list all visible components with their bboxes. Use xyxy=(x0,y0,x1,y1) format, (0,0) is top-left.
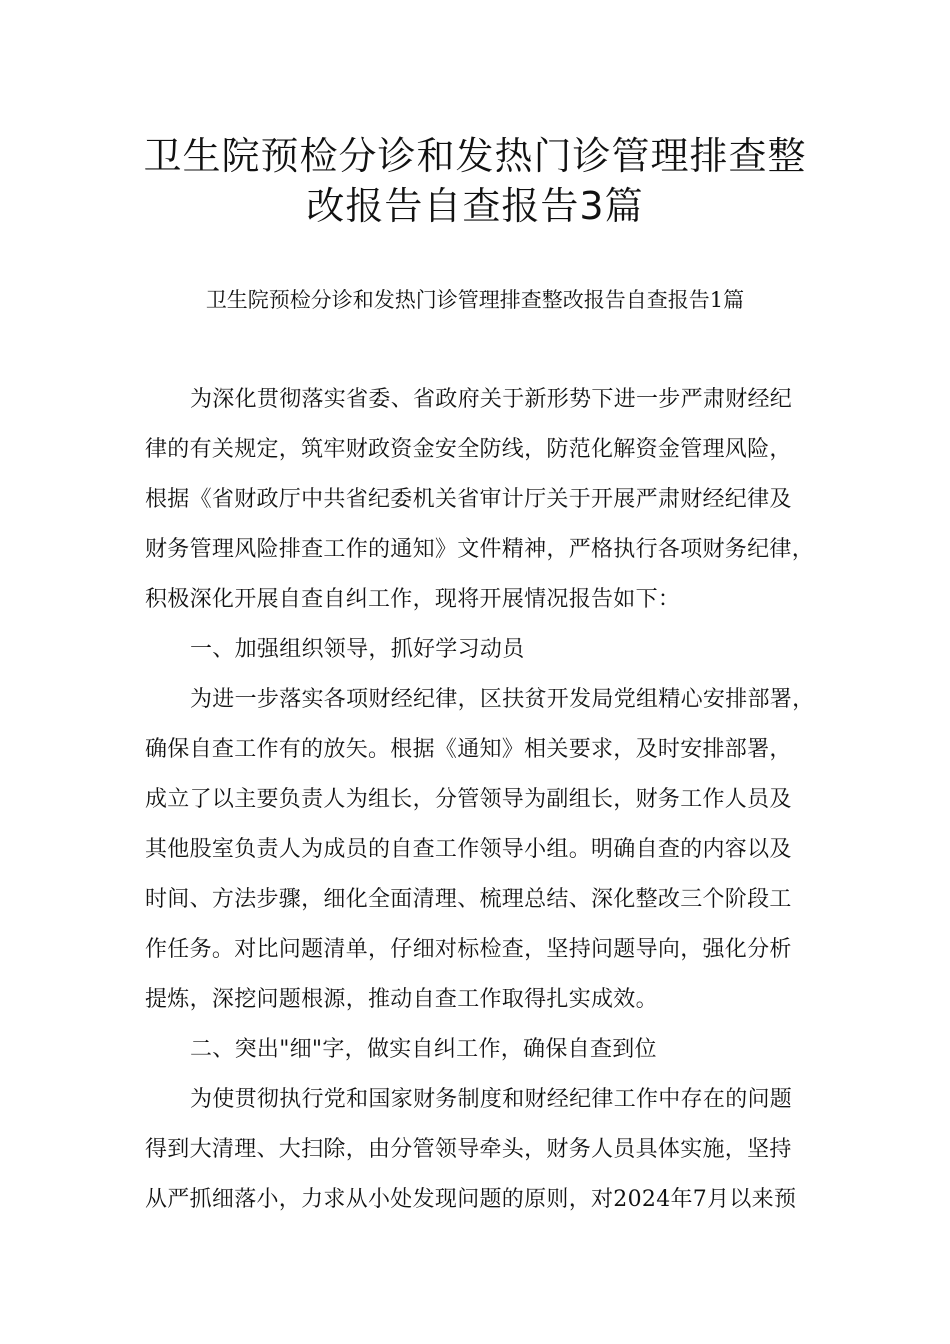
body-line: 为进一步落实各项财经纪律，区扶贫开发局党组精心安排部署， xyxy=(190,687,815,712)
body-line: 确保自查工作有的放矢。根据《通知》相关要求，及时安排部署， xyxy=(145,737,792,762)
body-line: 得到大清理、大扫除，由分管领导牵头，财务人员具体实施，坚持 xyxy=(145,1137,792,1162)
body-line: 根据《省财政厅中共省纪委机关省审计厅关于开展严肃财经纪律及 xyxy=(145,487,792,512)
section-heading-1: 一、加强组织领导，抓好学习动员 xyxy=(190,637,525,662)
document-title-line-2: 改报告自查报告3篇 xyxy=(306,184,644,228)
body-line: 其他股室负责人为成员的自查工作领导小组。明确自查的内容以及 xyxy=(145,837,792,862)
body-line: 作任务。对比问题清单，仔细对标检查，坚持问题导向，强化分析 xyxy=(145,937,792,962)
body-line: 积极深化开展自查自纠工作，现将开展情况报告如下： xyxy=(145,587,681,612)
body-line: 成立了以主要负责人为组长，分管领导为副组长，财务工作人员及 xyxy=(145,787,792,812)
body-line: 财务管理风险排查工作的通知》文件精神，严格执行各项财务纪律， xyxy=(145,537,815,562)
body-line: 从严抓细落小，力求从小处发现问题的原则，对2024年7月以来预 xyxy=(145,1187,797,1212)
body-line: 提炼，深挖问题根源，推动自查工作取得扎实成效。 xyxy=(145,987,658,1012)
body-line: 为使贯彻执行党和国家财务制度和财经纪律工作中存在的问题 xyxy=(190,1087,793,1112)
document-title-line-1: 卫生院预检分诊和发热门诊管理排查整 xyxy=(143,134,807,178)
body-line: 律的有关规定，筑牢财政资金安全防线，防范化解资金管理风险， xyxy=(145,437,792,462)
section-heading-2: 二、突出"细"字，做实自纠工作，确保自查到位 xyxy=(190,1037,657,1062)
section-subtitle: 卫生院预检分诊和发热门诊管理排查整改报告自查报告1篇 xyxy=(205,288,745,312)
body-line: 时间、方法步骤，细化全面清理、梳理总结、深化整改三个阶段工 xyxy=(145,887,792,912)
body-line: 为深化贯彻落实省委、省政府关于新形势下进一步严肃财经纪 xyxy=(190,387,793,412)
